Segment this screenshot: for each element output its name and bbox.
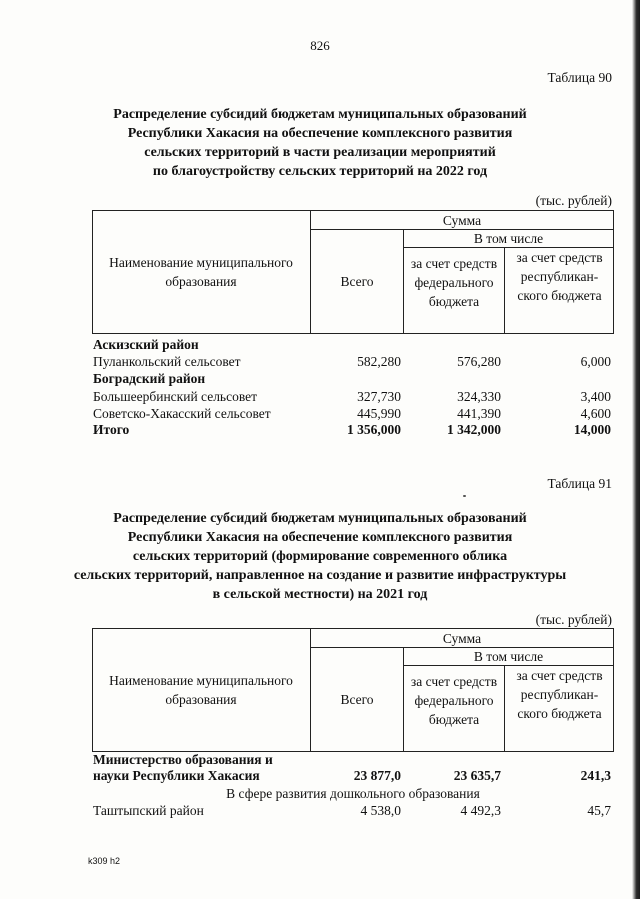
- header-total: Всего: [340, 692, 374, 707]
- table-90-label: Таблица 90: [547, 70, 612, 85]
- table-91-title-line: сельских территорий, направленное на создание и развитие инфраструктуры: [73, 568, 567, 583]
- row-name: Таштыпский район: [93, 803, 204, 818]
- row-federal: 441,390: [457, 406, 501, 421]
- footer-code: k309 h2: [88, 856, 121, 866]
- divider: [504, 665, 505, 752]
- table-91-units: (тыс. рублей): [535, 612, 612, 627]
- row-federal: 576,280: [457, 354, 501, 369]
- row-name: Пуланкольский сельсовет: [93, 354, 241, 369]
- header-federal: за счет средств федерального бюджета: [410, 256, 498, 309]
- table-90-title-line: сельских территорий в части реализации мероприятий: [144, 145, 496, 160]
- row-republic: 241,3: [580, 768, 611, 783]
- row-total: 445,990: [357, 406, 401, 421]
- row-name: Министерство образования и: [93, 752, 273, 767]
- row-name: Большеербинский сельсовет: [93, 389, 258, 404]
- table-91-title-line: Республики Хакасия на обеспечение комплексного развития: [127, 530, 513, 545]
- table-row: [93, 336, 613, 354]
- header-summa: Сумма: [442, 213, 482, 228]
- row-total: 327,730: [357, 389, 401, 404]
- table-row-total: [93, 421, 613, 439]
- row-total: 23 877,0: [353, 768, 401, 783]
- header-in-total: В том числе: [473, 231, 544, 246]
- table-row: [93, 353, 613, 371]
- row-name: Советско-Хакасский сельсовет: [93, 406, 271, 421]
- table-90-title-line: Республики Хакасия на обеспечение комплексного развития: [127, 126, 513, 141]
- header-republic: за счет средств республикан-ского бюджета: [516, 668, 603, 721]
- row-total: 4 538,0: [360, 803, 401, 818]
- row-federal: 23 635,7: [453, 768, 501, 783]
- table-row: [93, 802, 613, 820]
- row-name: Аскизский район: [93, 337, 199, 352]
- row-republic: 14,000: [573, 422, 611, 437]
- divider: [504, 247, 505, 334]
- scan-edge: [632, 0, 640, 899]
- header-name: Наименование муниципального образования: [109, 673, 293, 707]
- header-federal: за счет средств федерального бюджета: [410, 674, 498, 727]
- row-federal: 1 342,000: [447, 422, 501, 437]
- row-total: 1 356,000: [347, 422, 401, 437]
- table-90-title-line: Распределение субсидий бюджетам муниципальных образований: [113, 107, 527, 122]
- scan-speck: [463, 495, 466, 497]
- table-row: [93, 388, 613, 406]
- table-91-title: [40, 509, 600, 604]
- header-total: Всего: [340, 274, 374, 289]
- row-republic: 4,600: [580, 406, 611, 421]
- header-name: Наименование муниципального образования: [109, 255, 293, 289]
- row-republic: 45,7: [587, 803, 611, 818]
- table-91-title-line: в сельской местности) на 2021 год: [212, 587, 428, 602]
- header-summa: Сумма: [442, 631, 482, 646]
- table-row: [93, 767, 613, 785]
- table-subheading: В сфере развития дошкольного образования: [226, 786, 480, 801]
- row-total: 582,280: [357, 354, 401, 369]
- row-name: науки Республики Хакасия: [93, 768, 260, 783]
- table-90-title: [60, 105, 580, 181]
- table-91-title-line: Распределение субсидий бюджетам муниципальных образований: [113, 511, 527, 526]
- header-republic: за счет средств республикан-ского бюджета: [516, 250, 603, 303]
- row-federal: 4 492,3: [460, 803, 501, 818]
- table-row: [93, 370, 613, 388]
- header-in-total: В том числе: [473, 649, 544, 664]
- table-91-title-line: сельских территорий (формирование современного облика: [132, 549, 508, 564]
- row-federal: 324,330: [457, 389, 501, 404]
- row-name: Итого: [93, 422, 130, 437]
- table-90-title-line: по благоустройству сельских территорий на 2022 год: [152, 164, 488, 179]
- table-91-label: Таблица 91: [547, 476, 612, 491]
- table-90-units: (тыс. рублей): [535, 193, 612, 208]
- row-republic: 6,000: [580, 354, 611, 369]
- row-name: Боградский район: [93, 371, 206, 386]
- page-number: 826: [310, 38, 330, 53]
- row-republic: 3,400: [580, 389, 611, 404]
